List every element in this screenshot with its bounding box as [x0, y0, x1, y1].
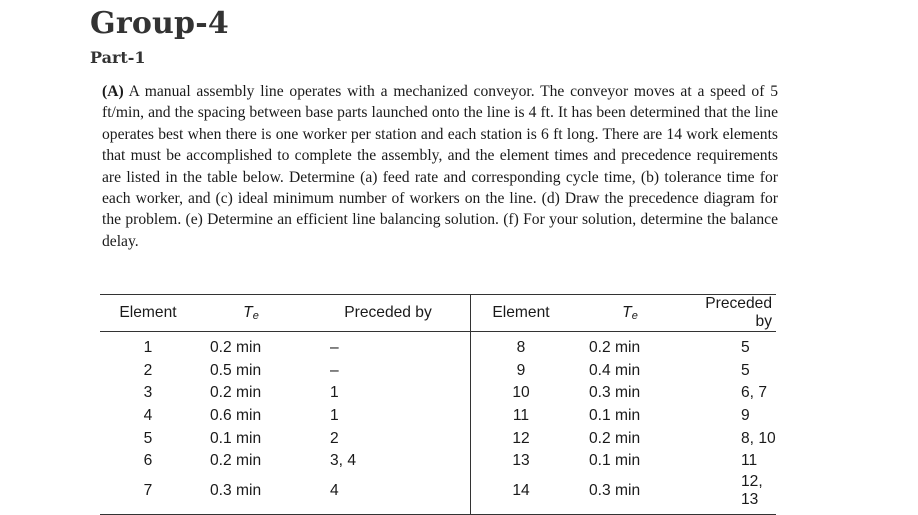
cell-element: 2 [143, 361, 153, 379]
cell-time: 0.2 min [210, 339, 262, 357]
cell-time: 0.2 min [589, 429, 641, 447]
cell-element: 9 [471, 360, 572, 383]
cell-element: 4 [143, 407, 153, 425]
header-te-1 [196, 295, 306, 332]
cell-time: 0.2 min [210, 384, 262, 402]
cell-preceded: 6, 7 [741, 384, 768, 402]
cell-preceded: 11 [741, 452, 758, 470]
header-te-2-main: T [622, 304, 632, 321]
cell-element: 3 [143, 384, 153, 402]
cell-preceded: 8, 10 [741, 429, 776, 447]
cell-preceded: 12, 13 [689, 473, 776, 515]
table-row [100, 427, 776, 450]
section-subtitle: Part-1 [90, 48, 146, 67]
header-te-2-sub: e [631, 310, 638, 322]
cell-preceded: 5 [741, 339, 750, 357]
problem-text: A manual assembly line operates with a mechanized conveyor. The conveyor moves at a speed of 5 ft/min, and the spacing between base parts launched onto the line is 4 ft. It has been determined that the line operates best when there is one worker per station and each station is 6 ft long. There are 14 work elements that must be accomplished to complete the assembly, and the element times and precedence requirements are listed in the table below. Determine (a) feed rate and corresponding cycle time, (b) tolerance time for each worker, and (c) ideal minimum number of workers on the line. (d) Draw the precedence diagram for the problem. (e) Determine an efficient line balancing solution. (f) For your solution, determine the balance delay. [102, 83, 778, 250]
cell-preceded: 9 [741, 407, 750, 425]
table-row [100, 360, 776, 383]
header-te-1-main: T [243, 304, 253, 321]
cell-preceded: 1 [330, 407, 339, 425]
cell-preceded: 5 [741, 361, 750, 379]
header-element-2: Element [471, 295, 572, 332]
cell-element: 6 [143, 452, 153, 470]
cell-time: 0.6 min [210, 407, 262, 425]
header-te-1-sub: e [252, 310, 259, 322]
cell-time: 0.5 min [210, 361, 262, 379]
cell-preceded: – [330, 361, 339, 379]
precedence-table [100, 294, 776, 515]
cell-preceded: 1 [330, 384, 339, 402]
header-preceded-1: Preceded by [306, 295, 471, 332]
cell-element: 1 [143, 339, 153, 357]
cell-element: 11 [471, 405, 572, 428]
table-header-row [100, 295, 776, 332]
table-row [100, 382, 776, 405]
header-element-1: Element [100, 295, 196, 332]
cell-element: 13 [471, 450, 572, 473]
cell-time: 0.1 min [210, 429, 262, 447]
header-te-2 [571, 295, 689, 332]
cell-time: 0.3 min [196, 473, 306, 515]
cell-time: 0.3 min [571, 473, 689, 515]
cell-time: 0.4 min [589, 361, 641, 379]
problem-statement [102, 81, 778, 252]
cell-element: 12 [471, 427, 572, 450]
cell-element: 5 [143, 429, 153, 447]
problem-tag: (A) [102, 83, 124, 100]
table-row [100, 473, 776, 515]
cell-time: 0.3 min [589, 384, 641, 402]
cell-element: 14 [471, 473, 572, 515]
table-row [100, 405, 776, 428]
header-preceded-2: Preceded by [689, 295, 776, 332]
cell-preceded: 4 [306, 473, 471, 515]
page-title: Group-4 [90, 6, 229, 41]
precedence-table-container [100, 294, 776, 515]
cell-element: 10 [471, 382, 572, 405]
cell-time: 0.2 min [210, 452, 262, 470]
table-row [100, 450, 776, 473]
table-row [100, 332, 776, 360]
cell-time: 0.1 min [589, 452, 641, 470]
cell-preceded: 2 [330, 429, 339, 447]
cell-element: 7 [100, 473, 196, 515]
cell-preceded: – [330, 339, 339, 357]
cell-preceded: 3, 4 [330, 452, 357, 470]
cell-time: 0.2 min [589, 339, 641, 357]
cell-time: 0.1 min [589, 407, 641, 425]
cell-element: 8 [471, 332, 572, 360]
